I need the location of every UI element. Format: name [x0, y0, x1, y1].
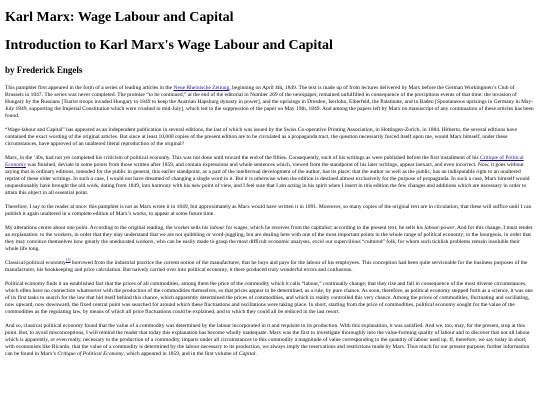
paragraph-5: My alterations centre about one point. According to the original reading, the worker sells his labour for wages, which he receives from the capitalist; according to the present text, he sells his labour-power. And for this change, I must render an explanation: to the workers, in order that they may understand that we are not quibbling or word-juggling, but are dealing here with one of the most important points in the whole range of political economy; to the bourgeois, in order that they may convince themselves how greatly the uneducated workers, who can be easily made to grasp the most difficult economic analyses, excel our supercilious “cultured” folk, for whom such ticklish problems remain insoluble their whole life long. — [5, 225, 533, 252]
link-neue-rheinische-zeitung[interactable]: Neue Rheinische Zeitung — [173, 85, 230, 91]
paragraph-7: Political economy finds it an established fact that the prices of all commodities, among them the price of the commodity which it calls “labour,” continually change; that they rise and fall in consequence of the most diverse circumstances, which often have no connection whatsoever with the production of the commodities themselves, so that prices appear to be determined, as a rule, by pure chance. As soon, therefore, as political economy stepped forth as a science, it was one of its first tasks to search for the law that hid itself behind this chance, which apparently determined the prices of commodities, and which in reality controlled this very chance. Among the prices of commodities, fluctuating and oscillating, now upward, now downward, the fixed central point was searched for around which these fluctuations and oscillations were taking place. In short, starting from the price of commodities, political economy sought for the value of the commodities as the regulating law, by means of which all price fluctuations could be explained, and to which they could all be reduced in the last resort. — [5, 281, 533, 315]
page-title: Karl Marx: Wage Labour and Capital — [5, 10, 234, 25]
paragraph-1: This pamphlet first appeared in the form of a series of leading articles in the Neue Rheinische Zeitung, beginning on April 4th, 1849. The text is made up of from lectures delivered by Marx before the German Workingmen’s Club of Brussels in 1847. The series was never completed. The promise “to be continued,” at the end of the editorial in Number 269 of the newspaper, remained unfulfilled in consequence of the precipitous events of that time: the invasion of Hungary by the Russians [Tsarist troops invaded Hungary in 1849 to keep the Austrian Hapsburg dynasty in power], and the uprisings in Dresden, Iserlohn, Elberfeld, the Palatinate, and in Baden [Spontaneous uprisings in Germany in May-July 1849, supporting the Imperial Constitution which were crushed in mid-July], which led to the suppression of the paper on May 19th, 1849. And among the papers left by Marx no manuscript of any continuation of these articles has been found. — [5, 85, 534, 119]
byline: by Frederick Engels — [5, 65, 83, 75]
paragraph-3: Marx, in the ’40s, had not yet completed his criticism of political economy. This was not done until toward the end of the fifties. Consequently, such of his writings as were published before the first installment of his Critique of Political Economy was finished, deviate in some points from those written after 1859, and contain expressions and whole sentences which, viewed from the standpoint of his later writings, appear inexact, and even incorrect. Now, it goes without saying that in ordinary editions, intended for the public in general, this earlier standpoint, as a part of the intellectual development of the author, has its place; that the author as well as the public, has an indisputable right to an unaltered reprint of these older writings. In such a case, I would not have dreamed of changing a single word in it. But it is otherwise when the edition is destined almost exclusively for the purpose of propaganda. In such a case, Marx himself would unquestionably have brought the old work, dating from 1849, into harmony with his new point of view, and I feel sure that I am acting in his spirit when I insert in this edition the few changes and additions which are necessary in order to attain this object in all essential point. — [5, 155, 530, 196]
paragraph-4: Therefore, I say to the reader at once: this pamphlet is not as Marx wrote it in 1849, but approximately as Marx would have written it in 1891. Moreover, so many copies of the original text are in circulation, that these will suffice until I can publish it again unaltered in a complete edition of Marx’s works, to appear at some future time. — [5, 204, 532, 217]
page-subtitle: Introduction to Karl Marx's Wage Labour and Capital — [5, 38, 333, 53]
footnote-link-1[interactable]: [1] — [65, 257, 71, 263]
paragraph-6: Classical political economy[1] borrowed from the industrial practice the current notion of the manufacturer, that he buys and pays for the labour of his employees. This conception had been quite serviceable for the business purposes of the manufacturer, his bookkeeping and price calculation. But naively carried over into political economy, it there produced truly wonderful errors and confusions. — [5, 257, 528, 273]
paragraph-8: And so, classical political economy found that the value of a commodity was determined by the labour incorporated in it and requisite to its production. With this explanation, it was satisfied. And we, too, may, for the present, stop at this point. But, to avoid misconceptions, I will remind the reader that today this explanation has become wholly inadequate. Marx was the first to investigate thoroughly into the value-forming quality of labour and to discover that not all labour which is apparently, or even really, necessary to the production of a commodity, imparts under all circumstances to this commodity a magnitude of value corresponding to the quantity of labour used up. If, therefore, we say today in short, with economists like Ricardo, that the value of a commodity is determined by the labour necessary to its production, we always imply the reservations and restrictions made by Marx. Thus much for our present purpose; further information can be found in Marx’s Critique of Political Economy, which appeared in 1859, and in the first volume of Capital. — [5, 323, 530, 357]
link-critique-of-political-economy[interactable]: Critique of Political Economy — [5, 155, 524, 168]
paragraph-2: “Wage-labour and Capital” has appeared as an independent publication in several editions, the last of which was issued by the Swiss Co-operative Printing Association, in Hottingen-Zurich, in 1884. Hitherto, the several editions have contained the exact wording of the original articles. But since at least 10,000 copies of the present edition are to be circulated as a propaganda tract, the question necessarily forced itself upon me, would Marx himself, under these circumstances, have approved of an unaltered literal reproduction of the original? — [5, 127, 517, 147]
